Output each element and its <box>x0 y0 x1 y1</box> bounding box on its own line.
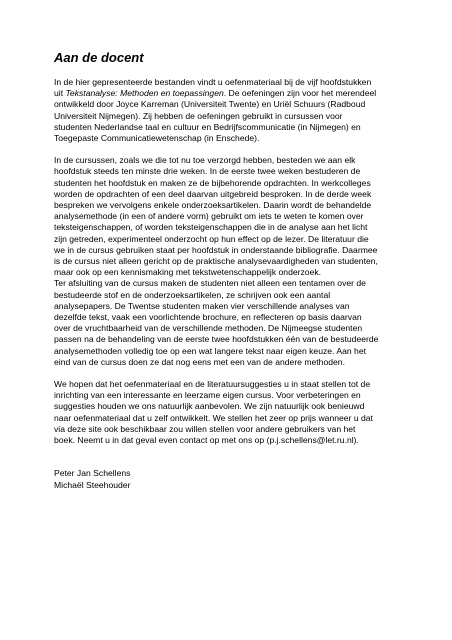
text-line <box>54 200 439 211</box>
paragraph-2 <box>54 155 439 368</box>
text-line <box>54 334 439 345</box>
text-line <box>54 357 439 368</box>
text-segment: over de vruchtbaarheid van de verschillende methoden. De Nijmeegse studenten <box>54 323 363 334</box>
text-line <box>54 267 439 278</box>
text-segment: boek. Neemt u in dat geval even contact op met ons op (p.j.schellens@let.ru.nl). <box>54 435 359 446</box>
text-segment: uit <box>54 88 66 99</box>
text-line <box>54 346 439 357</box>
text-segment: passen na de behandeling van de eerste twee hoofdstukken één van de bestudeerde <box>54 334 379 345</box>
text-line <box>54 166 439 177</box>
text-line <box>54 401 439 412</box>
paragraph-1 <box>54 77 439 144</box>
text-segment: bestudeerde stof en de onderzoeksartikelen, ze schrijven ook een aantal <box>54 289 331 300</box>
text-segment: analysepapers. De Twentse studenten maken vier verschillende analyses van <box>54 300 350 311</box>
text-segment: In de hier gepresenteerde bestanden vindt u oefenmateriaal bij de vijf hoofdstukken <box>54 77 372 87</box>
page-title: Aan de docent <box>54 50 144 65</box>
text-segment: eind van de cursus doen ze dat nog eens met een van de andere methoden. <box>54 356 345 367</box>
text-segment: Ter afsluiting van de cursus maken de studenten niet alleen een tentamen over de <box>54 278 366 289</box>
text-line <box>54 413 439 424</box>
text-segment: naar oefenmateriaal dat u zelf ontwikkelt. We stellen het zeer op prijs wanneer u dat <box>54 412 373 423</box>
text-line <box>54 133 439 144</box>
text-line <box>54 256 439 267</box>
author-name: Michaël Steehouder <box>54 479 131 490</box>
text-line <box>54 189 439 200</box>
text-segment: worden de opdrachten of een deel daarvan uitgebreid besproken. In de derde week <box>54 188 372 199</box>
text-segment: maar ook op een kennismaking met tekstwetenschappelijk onderzoek. <box>54 267 322 278</box>
document-body <box>54 77 439 491</box>
text-segment: is de cursus niet alleen gericht op de praktische analysevaardigheden van studenten, <box>54 256 378 267</box>
text-line <box>54 301 439 312</box>
text-segment: In de cursussen, zoals we die tot nu toe verzorgd hebben, besteden we aan elk <box>54 155 356 166</box>
text-line <box>54 424 439 435</box>
text-segment: we in de cursus gebruiken staat per hoofdstuk in onderstaande bibliografie. Daarmee <box>54 244 378 255</box>
text-segment: suggesties houden we ons natuurlijk aanbevolen. We zijn natuurlijk ook benieuwd <box>54 401 365 412</box>
text-segment: dezelfde tekst, vaak een voorlichtende brochure, en reflecteren op basis daarvan <box>54 312 362 323</box>
text-segment: Toegepaste Communicatiewetenschap (in Enschede). <box>54 133 260 144</box>
text-line <box>54 99 439 110</box>
text-line <box>54 234 439 245</box>
text-line <box>54 222 439 233</box>
text-line <box>54 111 439 122</box>
text-segment: analysemethoden volledig toe op een wat langere tekst naar eigen keuze. Aan het <box>54 345 366 356</box>
text-segment: bespreken we vervolgens enkele onderzoeksartikelen. Daarin wordt de behandelde <box>54 200 372 211</box>
text-line <box>54 379 439 390</box>
text-line <box>54 122 439 133</box>
text-segment: studenten Nederlandse taal en cultuur en Bedrijfscommunicatie (in Nijmegen) en <box>54 121 361 132</box>
text-segment: hoofdstuk steeds ten minste drie weken. In de eerste twee weken bestuderen de <box>54 166 361 177</box>
text-segment: . De oefeningen zijn voor het merendeel <box>223 88 377 99</box>
text-line <box>54 88 439 99</box>
text-segment: via deze site ook beschikbaar zou willen stellen voor andere gebruikers van het <box>54 423 356 434</box>
paragraph-3 <box>54 379 439 446</box>
text-segment: analysemethode (in een of andere vorm) gebruikt om iets te weten te komen over <box>54 211 364 222</box>
text-line <box>54 77 439 88</box>
text-line <box>54 290 439 301</box>
text-line <box>54 390 439 401</box>
text-segment: Universiteit Nijmegen). Zij hebben de oefeningen gebruikt in cursussen voor <box>54 110 343 121</box>
text-segment: ontwikkeld door Joyce Karreman (Universiteit Twente) en Uriël Schuurs (Radboud <box>54 99 366 110</box>
text-line <box>54 245 439 256</box>
text-segment: inrichting van een interessante en leerzame eigen cursus. Voor verbeteringen en <box>54 390 361 401</box>
text-line <box>54 211 439 222</box>
text-line <box>54 278 439 289</box>
signature-block <box>54 468 439 490</box>
text-segment: studenten het hoofdstuk en maken ze de bijbehorende opdrachten. In werkcolleges <box>54 177 371 188</box>
text-line <box>54 323 439 334</box>
text-line <box>54 435 439 446</box>
text-segment: teksteigenschappen, of worden teksteigenschappen die in de analyse aan het licht <box>54 222 368 233</box>
text-line <box>54 155 439 166</box>
text-line <box>54 312 439 323</box>
book-title-italic: Tekstanalyse: Methoden en toepassingen <box>65 88 224 99</box>
text-segment: zijn getreden, experimenteel onderzocht op hun effect op de lezer. De literatuur die <box>54 233 369 244</box>
text-segment: We hopen dat het oefenmateriaal en de literatuursuggesties u in staat stellen tot de <box>54 379 371 390</box>
text-line <box>54 178 439 189</box>
author-name: Peter Jan Schellens <box>54 468 131 479</box>
